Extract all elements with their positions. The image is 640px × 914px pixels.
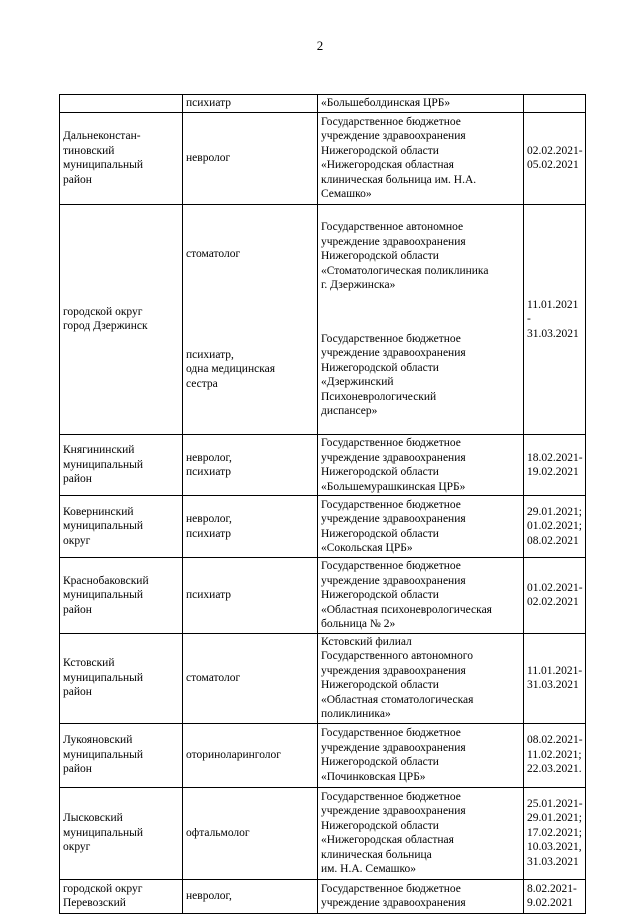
table-row xyxy=(60,112,586,204)
specialists-cell: офтальмолог xyxy=(183,787,318,879)
district-cell: Лысковский муниципальный округ xyxy=(60,787,183,879)
district-cell: Лукояновский муниципальный район xyxy=(60,723,183,787)
table-row xyxy=(60,496,586,558)
institution-cell: Государственное бюджетное учреждение здравоохранения Нижегородской области «Нижегородская областная клиническая больница им. Н.А. Семашко» xyxy=(318,787,524,879)
dates-cell: 18.02.2021- 19.02.2021 xyxy=(524,435,586,496)
institution-cell: Государственное бюджетное учреждение здравоохранения Нижегородской области «Областная психоневрологическая больница № 2» xyxy=(318,558,524,634)
dates-cell: 02.02.2021- 05.02.2021 xyxy=(524,112,586,204)
institution-cell: «Большеболдинская ЦРБ» xyxy=(318,95,524,113)
district-cell: городской округ город Дзержинск xyxy=(60,204,183,435)
dates-cell: 11.01.2021- 31.03.2021 xyxy=(524,633,586,723)
dates-cell: 25.01.2021- 29.01.2021; 17.02.2021; 10.03.2021, 31.03.2021 xyxy=(524,787,586,879)
specialists-cell xyxy=(183,204,318,435)
institution-cell: Государственное бюджетное учреждение здравоохранения Нижегородской области «Большемурашкинская ЦРБ» xyxy=(318,435,524,496)
page-number: 2 xyxy=(316,38,324,53)
dates-cell: 11.01.2021 - 31.03.2021 xyxy=(524,204,586,435)
specialists-b: психиатр, одна медицинская сестра xyxy=(186,348,276,390)
institution-cell xyxy=(318,204,524,435)
specialists-cell: невролог, xyxy=(183,879,318,913)
district-cell: Краснобаковский муниципальный район xyxy=(60,558,183,634)
institution-cell: Кстовский филиал Государственного автономного учреждения здравоохранения Нижегородской области «Областная стоматологическая поликлиника» xyxy=(318,633,524,723)
table-row xyxy=(60,204,586,435)
schedule-table xyxy=(59,94,586,914)
district-cell: Кстовский муниципальный район xyxy=(60,633,183,723)
table-row xyxy=(60,558,586,634)
institution-cell: Государственное бюджетное учреждение здравоохранения Нижегородской области «Сокольская ЦРБ» xyxy=(318,496,524,558)
specialists-cell: стоматолог xyxy=(183,633,318,723)
dates-cell: 29.01.2021; 01.02.2021; 08.02.2021 xyxy=(524,496,586,558)
institution-cell: Государственное бюджетное учреждение здравоохранения Нижегородской области «Нижегородская областная клиническая больница им. Н.А. Семашко» xyxy=(318,112,524,204)
specialists-cell: невролог, психиатр xyxy=(183,496,318,558)
specialists-a: стоматолог xyxy=(186,248,241,261)
dates-cell: 01.02.2021- 02.02.2021 xyxy=(524,558,586,634)
table-row xyxy=(60,633,586,723)
institution-a: Государственное автономное учреждение здравоохранения Нижегородской области «Стоматологическая поликлиника г. Дзержинска» xyxy=(321,221,489,291)
institution-cell: Государственное бюджетное учреждение здравоохранения Нижегородской области «Починковская ЦРБ» xyxy=(318,723,524,787)
table-row xyxy=(60,879,586,913)
table-row xyxy=(60,95,586,113)
specialists-cell: психиатр xyxy=(183,95,318,113)
district-cell: Ковернинский муниципальный округ xyxy=(60,496,183,558)
specialists-cell: оториноларинголог xyxy=(183,723,318,787)
institution-cell: Государственное бюджетное учреждение здравоохранения xyxy=(318,879,524,913)
specialists-cell: психиатр xyxy=(183,558,318,634)
dates-cell: 08.02.2021- 11.02.2021; 22.03.2021. xyxy=(524,723,586,787)
specialists-cell: невролог xyxy=(183,112,318,204)
dates-cell: 8.02.2021- 9.02.2021 xyxy=(524,879,586,913)
district-cell: Дальнеконстан- тиновский муниципальный район xyxy=(60,112,183,204)
dates-cell xyxy=(524,95,586,113)
district-cell xyxy=(60,95,183,113)
table-row xyxy=(60,435,586,496)
district-cell: городской округ Перевозский xyxy=(60,879,183,913)
district-cell: Княгининский муниципальный район xyxy=(60,435,183,496)
table-row xyxy=(60,723,586,787)
institution-b: Государственное бюджетное учреждение здравоохранения Нижегородской области «Дзержинский Психоневрологический диспансер» xyxy=(321,332,466,417)
table-row xyxy=(60,787,586,879)
specialists-cell: невролог, психиатр xyxy=(183,435,318,496)
